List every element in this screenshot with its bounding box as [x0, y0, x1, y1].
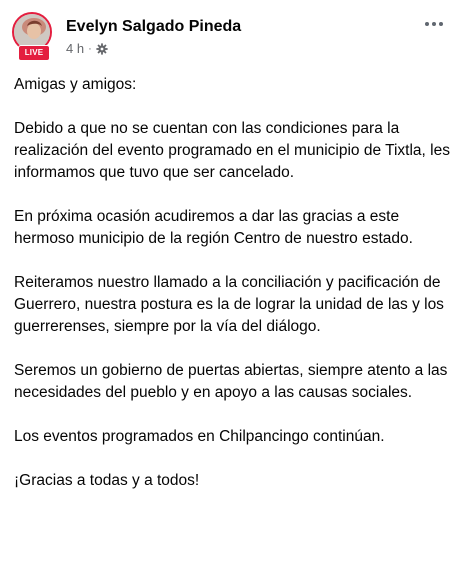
gear-icon[interactable]: [96, 43, 108, 55]
post-header: [12, 12, 448, 64]
post-body: [14, 74, 450, 514]
post-paragraph: Amigas y amigos:: [14, 76, 137, 93]
live-badge: LIVE: [18, 45, 50, 61]
post-meta: [66, 41, 108, 56]
meta-separator: ·: [88, 42, 92, 55]
post-paragraph: Los eventos programados en Chilpancingo continúan.: [14, 428, 385, 445]
post-paragraph: Reiteramos nuestro llamado a la conciliación y pacificación de Guerrero, nuestra postura es la de lograr la unidad de las y los guerrerenses, siempre por la vía del diálogo.: [14, 274, 444, 335]
post-paragraph: ¡Gracias a todas y a todos!: [14, 472, 200, 489]
profile-avatar[interactable]: [12, 12, 56, 60]
post-timestamp[interactable]: 4 h: [66, 41, 85, 56]
post-paragraph: Seremos un gobierno de puertas abiertas, siempre atento a las necesidades del pueblo y en apoyo a las causas sociales.: [14, 362, 448, 401]
author-name[interactable]: Evelyn Salgado Pineda: [66, 18, 242, 35]
post-paragraph: En próxima ocasión acudiremos a dar las gracias a este hermoso municipio de la región Centro de nuestro estado.: [14, 208, 413, 247]
more-options-icon[interactable]: [420, 14, 448, 34]
post-paragraph: Debido a que no se cuentan con las condiciones para la realización del evento programado en el municipio de Tixtla, les informamos que tuvo que ser cancelado.: [14, 120, 450, 181]
